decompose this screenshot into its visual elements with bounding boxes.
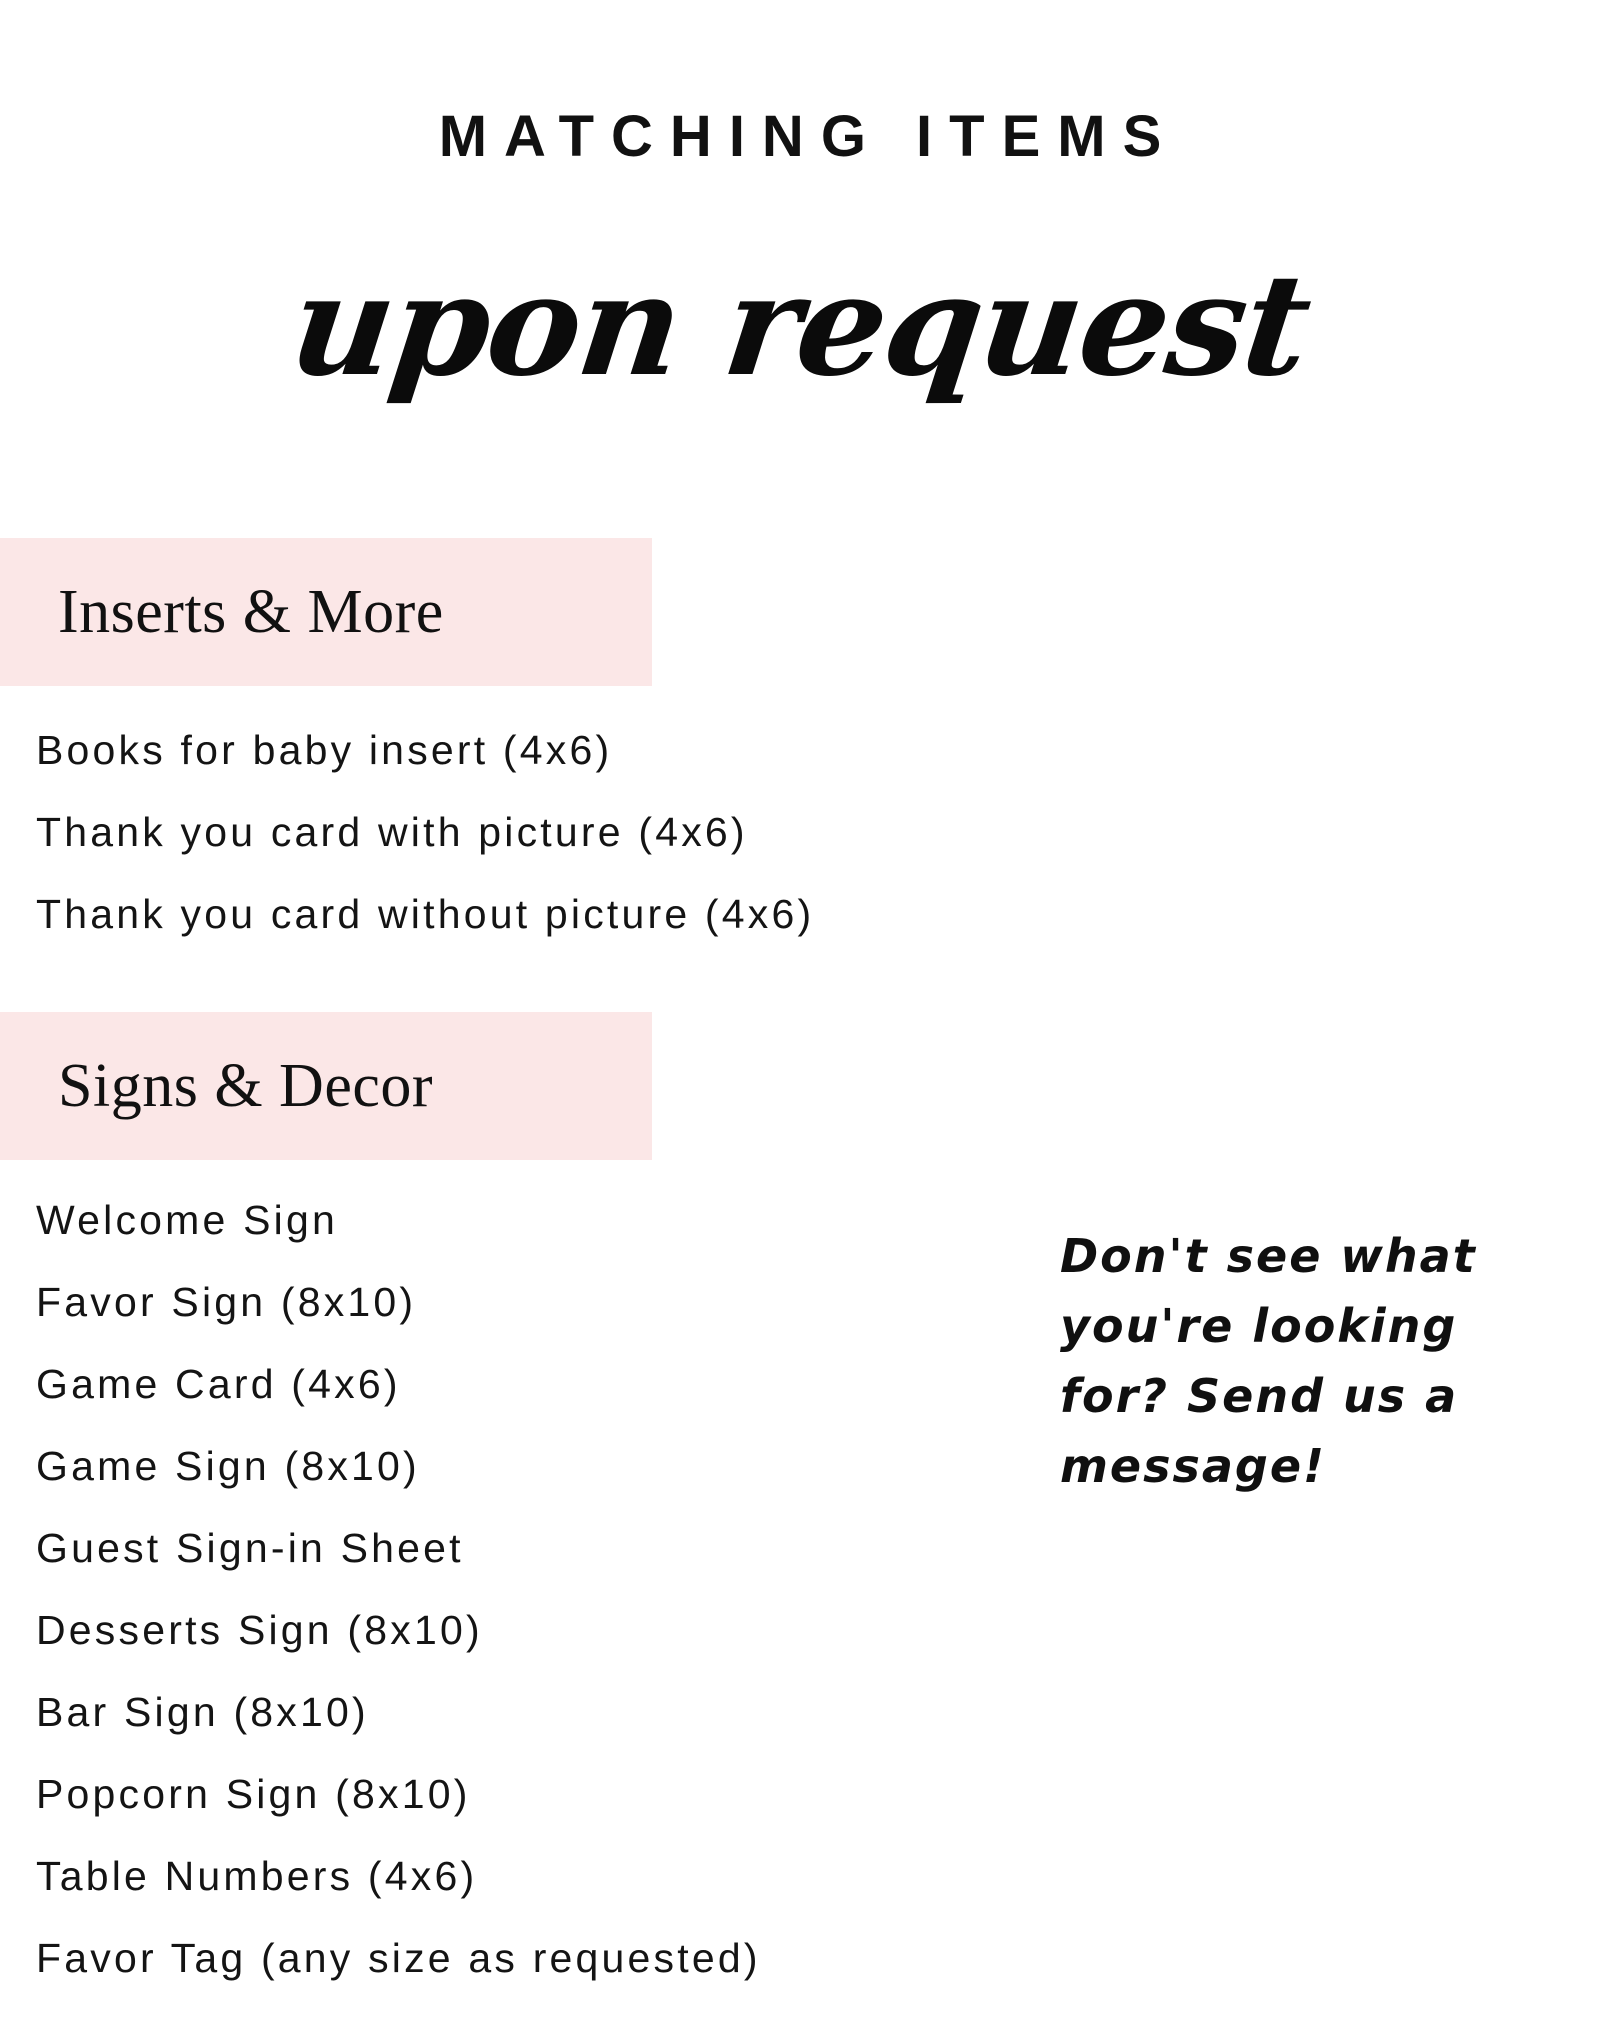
section-heading-signs-and-decor: [0, 1012, 652, 1160]
section-heading-inserts-and-more: [0, 538, 652, 686]
list-item: Favor Tag (any size as requested): [36, 1935, 761, 1981]
list-item: Books for baby insert (4x6): [36, 727, 613, 773]
list-item: Bar Sign (8x10): [36, 1689, 369, 1735]
list-item: Guest Sign-in Sheet: [36, 1525, 464, 1571]
list-item: Welcome Sign: [36, 1197, 338, 1243]
section-heading-label: Signs & Decor: [58, 1052, 434, 1120]
list-item: Game Sign (8x10): [36, 1443, 420, 1489]
list-item: Thank you card with picture (4x6): [36, 809, 748, 855]
list-signs-and-decor: [36, 1197, 1136, 2020]
section-heading-label: Inserts & More: [58, 578, 444, 646]
list-item: Popcorn Sign (8x10): [36, 1771, 471, 1817]
page-title: MATCHING ITEMS: [438, 104, 1179, 169]
page-subtitle: upon request: [282, 244, 1318, 408]
list-inserts-and-more: [36, 727, 1136, 976]
list-item: Favor Sign (8x10): [36, 1279, 417, 1325]
list-item: Game Card (4x6): [36, 1361, 401, 1407]
list-item: Desserts Sign (8x10): [36, 1607, 483, 1653]
call-to-action-note: Don't see what you're looking for? Send us a message!: [1060, 1229, 1477, 1493]
list-item: Table Numbers (4x6): [36, 1853, 478, 1899]
list-item: Thank you card without picture (4x6): [36, 891, 815, 937]
